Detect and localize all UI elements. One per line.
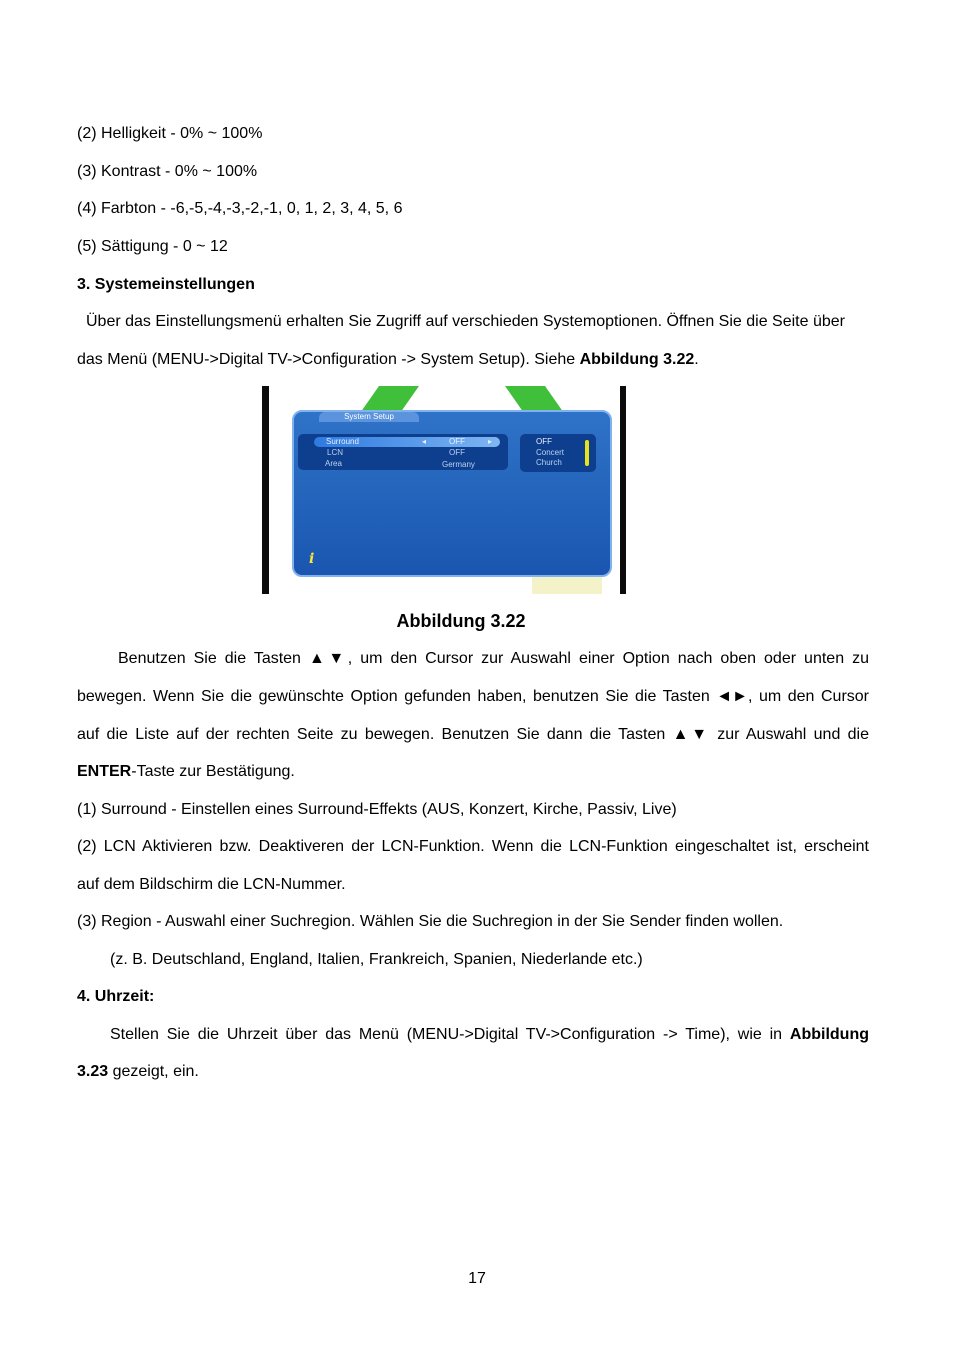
paragraph-line: 3.23 gezeigt, ein. — [77, 1063, 199, 1080]
list-item-surround: (1) Surround - Einstellen eines Surround-Effekts (AUS, Konzert, Kirche, Passiv, Live) — [77, 801, 677, 818]
scrollbar — [585, 440, 589, 466]
paragraph-line: ENTER-Taste zur Bestätigung. — [77, 763, 295, 780]
frame-border — [620, 386, 626, 594]
paragraph-line: Über das Einstellungsmenü erhalten Sie Zugriff auf verschieden Systemoptionen. Öffnen Sie die Seite über — [86, 313, 845, 330]
figure-caption: Abbildung 3.22 — [396, 611, 526, 631]
row-value-surround: OFF — [449, 437, 465, 446]
row-label-surround: Surround — [326, 437, 359, 446]
list-item-contrast: (3) Kontrast - 0% ~ 100% — [77, 163, 258, 180]
list-item-lcn-cont: auf dem Bildschirm die LCN-Nummer. — [77, 876, 346, 893]
option-off: OFF — [536, 437, 552, 446]
list-item-lcn: (2) LCN Aktivieren bzw. Deaktiveren der LCN-Funktion. Wenn die LCN-Funktion eingeschaltet ist, erscheint — [77, 838, 869, 855]
row-value-lcn: OFF — [449, 448, 465, 457]
option-church: Church — [536, 458, 562, 467]
row-value-area: Germany — [442, 460, 475, 469]
info-icon: i — [309, 551, 315, 567]
section-heading-time: 4. Uhrzeit: — [77, 988, 155, 1005]
arrow-left-icon: ◂ — [422, 437, 427, 446]
list-item-hue: (4) Farbton - -6,-5,-4,-3,-2,-1, 0, 1, 2, 3, 4, 5, 6 — [77, 200, 403, 217]
system-setup-screenshot — [262, 386, 626, 594]
paragraph-line: bewegen. Wenn Sie die gewünschte Option gefunden haben, benutzen Sie die Tasten ◄►, um den Cursor — [77, 688, 869, 705]
list-item-region: (3) Region - Auswahl einer Suchregion. Wählen Sie die Suchregion in der Sie Sender finden wollen. — [77, 913, 784, 930]
paragraph-line: auf die Liste auf der rechten Seite zu bewegen. Benutzen Sie dann die Tasten ▲▼ zur Auswahl und die — [77, 726, 869, 743]
menu-title: System Setup — [319, 412, 419, 422]
list-item-region-note: (z. B. Deutschland, England, Italien, Frankreich, Spanien, Niederlande etc.) — [110, 951, 643, 968]
row-label-area: Area — [325, 459, 342, 468]
section-heading-system: 3. Systemeinstellungen — [77, 276, 255, 293]
list-item-brightness: (2) Helligkeit - 0% ~ 100% — [77, 125, 263, 142]
list-item-saturation: (5) Sättigung - 0 ~ 12 — [77, 238, 228, 255]
frame-border — [262, 386, 269, 594]
arrow-right-icon: ▸ — [488, 437, 493, 446]
page-number: 17 — [468, 1270, 486, 1287]
paragraph-line: das Menü (MENU->Digital TV->Configuration -> System Setup). Siehe Abbildung 3.22. — [77, 351, 699, 368]
row-label-lcn: LCN — [327, 448, 344, 457]
option-concert: Concert — [536, 448, 565, 457]
paragraph-line: Stellen Sie die Uhrzeit über das Menü (MENU->Digital TV->Configuration -> Time), wie in Abbildung — [110, 1026, 869, 1043]
paragraph-line: Benutzen Sie die Tasten ▲▼, um den Cursor zur Auswahl einer Option nach oben oder unten zu — [118, 650, 869, 667]
